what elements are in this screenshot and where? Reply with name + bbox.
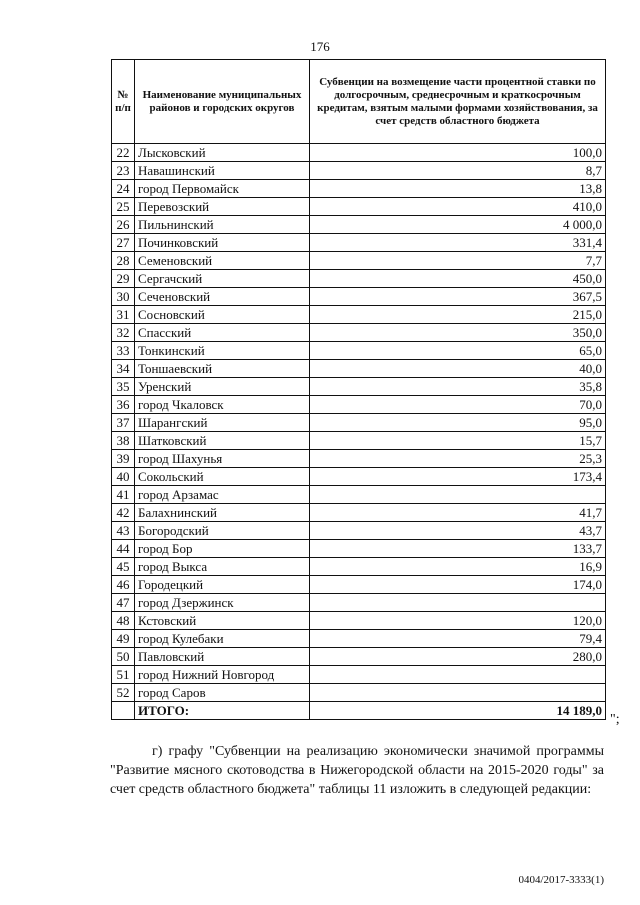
row-value-cell: 25,3 xyxy=(310,450,606,468)
row-value-cell: 133,7 xyxy=(310,540,606,558)
row-num-cell: 26 xyxy=(112,216,135,234)
row-value-cell: 410,0 xyxy=(310,198,606,216)
table-row xyxy=(112,378,606,396)
table-row xyxy=(112,342,606,360)
row-num-cell: 52 xyxy=(112,684,135,702)
row-value-cell: 350,0 xyxy=(310,324,606,342)
subsidy-table xyxy=(111,59,606,720)
row-num-cell: 44 xyxy=(112,540,135,558)
row-num-cell: 47 xyxy=(112,594,135,612)
row-name-cell: Навашинский xyxy=(135,162,310,180)
table-row xyxy=(112,414,606,432)
total-value: 14 189,0 xyxy=(310,702,606,720)
table-row xyxy=(112,540,606,558)
row-value-cell: 280,0 xyxy=(310,648,606,666)
row-num-cell: 34 xyxy=(112,360,135,378)
row-num-cell: 42 xyxy=(112,504,135,522)
row-num-cell: 31 xyxy=(112,306,135,324)
table-row xyxy=(112,270,606,288)
row-value-cell: 7,7 xyxy=(310,252,606,270)
total-label: ИТОГО: xyxy=(135,702,310,720)
row-name-cell: Богородский xyxy=(135,522,310,540)
row-name-cell: Шарангский xyxy=(135,414,310,432)
closing-quote-mark: "; xyxy=(610,712,620,727)
row-value-cell: 41,7 xyxy=(310,504,606,522)
row-value-cell xyxy=(310,666,606,684)
row-name-cell: город Нижний Новгород xyxy=(135,666,310,684)
page-number: 176 xyxy=(310,39,330,54)
row-name-cell: Пильнинский xyxy=(135,216,310,234)
row-num-cell: 37 xyxy=(112,414,135,432)
row-num-cell: 43 xyxy=(112,522,135,540)
row-name-cell: Сокольский xyxy=(135,468,310,486)
row-name-cell: Городецкий xyxy=(135,576,310,594)
table-row xyxy=(112,576,606,594)
row-value-cell: 173,4 xyxy=(310,468,606,486)
row-num-cell: 41 xyxy=(112,486,135,504)
total-row xyxy=(112,702,606,720)
table-row xyxy=(112,432,606,450)
row-num-cell: 27 xyxy=(112,234,135,252)
row-value-cell: 215,0 xyxy=(310,306,606,324)
table-row xyxy=(112,630,606,648)
row-name-cell: Шатковский xyxy=(135,432,310,450)
table-row xyxy=(112,216,606,234)
table-row xyxy=(112,180,606,198)
row-num-cell: 23 xyxy=(112,162,135,180)
row-value-cell xyxy=(310,486,606,504)
row-name-cell: Сергачский xyxy=(135,270,310,288)
row-name-cell: город Первомайск xyxy=(135,180,310,198)
table-row xyxy=(112,306,606,324)
row-value-cell: 65,0 xyxy=(310,342,606,360)
row-value-cell: 35,8 xyxy=(310,378,606,396)
total-num-cell xyxy=(112,702,135,720)
header-value: Субвенции на возмещение части процентной ставки по долгосрочным, среднесрочным и краткосрочным кредитам, взятым малыми формами хозяйствования, за счет средств областного бюджета xyxy=(310,60,606,144)
row-name-cell: город Арзамас xyxy=(135,486,310,504)
row-num-cell: 46 xyxy=(112,576,135,594)
row-num-cell: 40 xyxy=(112,468,135,486)
row-name-cell: город Кулебаки xyxy=(135,630,310,648)
row-value-cell: 331,4 xyxy=(310,234,606,252)
table-row xyxy=(112,522,606,540)
table-row xyxy=(112,162,606,180)
row-num-cell: 36 xyxy=(112,396,135,414)
row-value-cell: 16,9 xyxy=(310,558,606,576)
row-value-cell: 174,0 xyxy=(310,576,606,594)
row-name-cell: Спасский xyxy=(135,324,310,342)
row-num-cell: 39 xyxy=(112,450,135,468)
table-row xyxy=(112,144,606,162)
row-name-cell: город Выкса xyxy=(135,558,310,576)
table-row xyxy=(112,486,606,504)
row-name-cell: город Шахунья xyxy=(135,450,310,468)
row-name-cell: Перевозский xyxy=(135,198,310,216)
row-value-cell: 120,0 xyxy=(310,612,606,630)
table-row xyxy=(112,594,606,612)
row-value-cell: 367,5 xyxy=(310,288,606,306)
row-name-cell: город Дзержинск xyxy=(135,594,310,612)
row-name-cell: Уренский xyxy=(135,378,310,396)
row-num-cell: 22 xyxy=(112,144,135,162)
header-name: Наименование муниципальных районов и городских округов xyxy=(135,60,310,144)
table-header-row xyxy=(112,60,606,144)
row-num-cell: 30 xyxy=(112,288,135,306)
row-name-cell: Лысковский xyxy=(135,144,310,162)
table-body xyxy=(112,144,606,720)
row-num-cell: 24 xyxy=(112,180,135,198)
row-name-cell: Кстовский xyxy=(135,612,310,630)
row-name-cell: Балахнинский xyxy=(135,504,310,522)
row-num-cell: 50 xyxy=(112,648,135,666)
row-value-cell: 13,8 xyxy=(310,180,606,198)
row-name-cell: Семеновский xyxy=(135,252,310,270)
table-row xyxy=(112,612,606,630)
row-name-cell: город Чкаловск xyxy=(135,396,310,414)
row-value-cell: 100,0 xyxy=(310,144,606,162)
row-name-cell: Тонкинский xyxy=(135,342,310,360)
row-value-cell: 40,0 xyxy=(310,360,606,378)
table-row xyxy=(112,252,606,270)
row-num-cell: 33 xyxy=(112,342,135,360)
row-value-cell: 43,7 xyxy=(310,522,606,540)
table-row xyxy=(112,504,606,522)
table-row xyxy=(112,450,606,468)
table-row xyxy=(112,648,606,666)
table-row xyxy=(112,324,606,342)
row-num-cell: 32 xyxy=(112,324,135,342)
row-num-cell: 48 xyxy=(112,612,135,630)
row-name-cell: Павловский xyxy=(135,648,310,666)
row-num-cell: 35 xyxy=(112,378,135,396)
row-value-cell: 15,7 xyxy=(310,432,606,450)
table-row xyxy=(112,666,606,684)
table-row xyxy=(112,360,606,378)
row-num-cell: 51 xyxy=(112,666,135,684)
row-value-cell: 8,7 xyxy=(310,162,606,180)
row-value-cell: 4 000,0 xyxy=(310,216,606,234)
row-name-cell: Тоншаевский xyxy=(135,360,310,378)
table-row xyxy=(112,288,606,306)
row-num-cell: 29 xyxy=(112,270,135,288)
row-value-cell xyxy=(310,594,606,612)
table-row xyxy=(112,198,606,216)
row-value-cell: 70,0 xyxy=(310,396,606,414)
row-name-cell: Починковский xyxy=(135,234,310,252)
table-row xyxy=(112,684,606,702)
table-row xyxy=(112,234,606,252)
row-num-cell: 28 xyxy=(112,252,135,270)
amendment-paragraph: г) графу "Субвенции на реализацию экономически значимой программы "Развитие мясного скотоводства в Нижегородской области на 2015-2020 годы" за счет средств областного бюджета" таблицы 11 изложить в следующей редакции: xyxy=(110,744,604,797)
table-row xyxy=(112,558,606,576)
row-value-cell: 79,4 xyxy=(310,630,606,648)
row-num-cell: 38 xyxy=(112,432,135,450)
row-num-cell: 45 xyxy=(112,558,135,576)
row-name-cell: город Саров xyxy=(135,684,310,702)
header-num: № п/п xyxy=(112,60,135,144)
row-value-cell: 95,0 xyxy=(310,414,606,432)
row-num-cell: 49 xyxy=(112,630,135,648)
row-value-cell: 450,0 xyxy=(310,270,606,288)
row-value-cell xyxy=(310,684,606,702)
row-name-cell: Сосновский xyxy=(135,306,310,324)
table-row xyxy=(112,468,606,486)
table-row xyxy=(112,396,606,414)
row-name-cell: Сеченовский xyxy=(135,288,310,306)
row-num-cell: 25 xyxy=(112,198,135,216)
row-name-cell: город Бор xyxy=(135,540,310,558)
document-code: 0404/2017-3333(1) xyxy=(518,874,604,886)
